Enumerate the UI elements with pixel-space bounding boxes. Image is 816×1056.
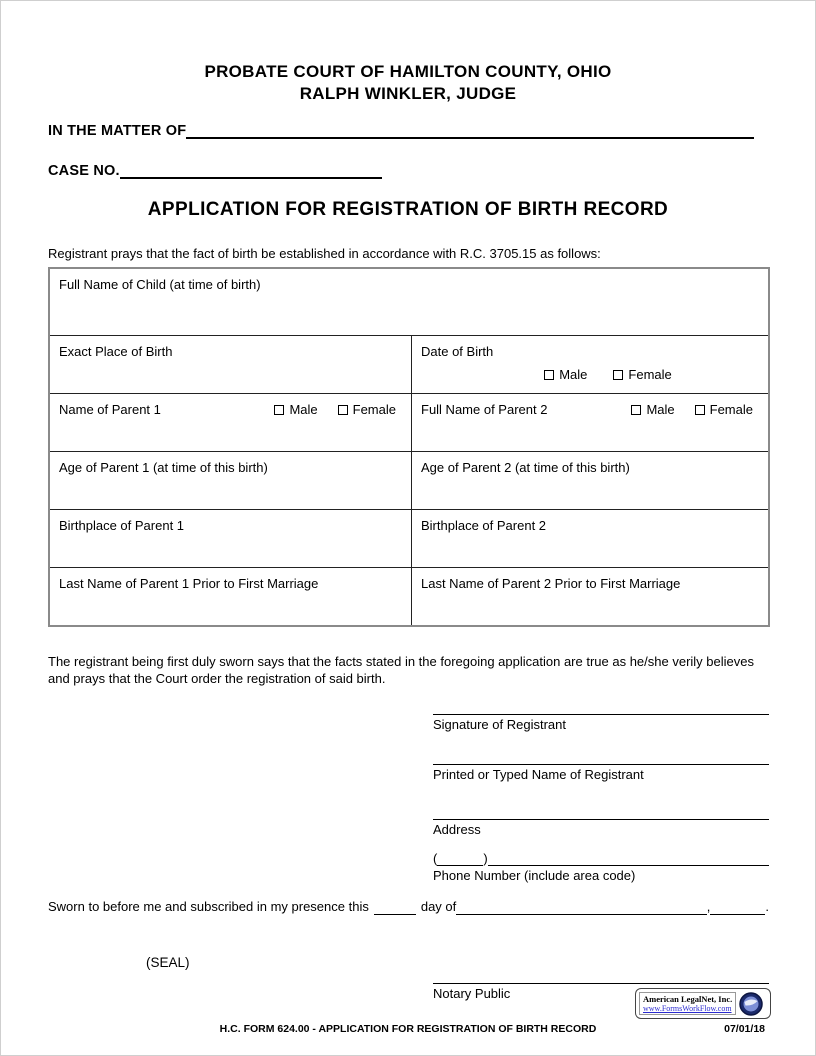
parent1-male-option[interactable] bbox=[274, 402, 317, 417]
table-row bbox=[50, 567, 768, 625]
seal-label: (SEAL) bbox=[146, 955, 190, 970]
in-the-matter-of-row bbox=[48, 121, 754, 139]
sworn-period: . bbox=[765, 899, 769, 914]
printed-name-blank[interactable] bbox=[433, 753, 769, 765]
parent2-male-label: Male bbox=[646, 402, 675, 417]
exact-place-of-birth-label: Exact Place of Birth bbox=[59, 344, 173, 359]
table-row bbox=[50, 451, 768, 509]
cell-parent2-name[interactable] bbox=[411, 394, 768, 451]
child-male-checkbox[interactable] bbox=[544, 370, 554, 380]
printed-name-label: Printed or Typed Name of Registrant bbox=[433, 767, 644, 782]
court-name: PROBATE COURT OF HAMILTON COUNTY, OHIO bbox=[204, 62, 612, 81]
child-female-checkbox[interactable] bbox=[613, 370, 623, 380]
parent1-male-label: Male bbox=[289, 402, 318, 417]
child-male-label: Male bbox=[559, 367, 588, 382]
address-label: Address bbox=[433, 822, 481, 837]
child-female-label: Female bbox=[628, 367, 672, 382]
child-female-option[interactable] bbox=[613, 367, 671, 382]
logo-website-link[interactable]: www.FormsWorkFlow.com bbox=[643, 1004, 732, 1013]
footer-revision-date: 07/01/18 bbox=[724, 1023, 765, 1035]
intro-text: Registrant prays that the fact of birth be established in accordance with R.C. 3705.15 as follows: bbox=[48, 246, 601, 261]
notary-public-label: Notary Public bbox=[433, 986, 511, 1001]
parent2-female-label: Female bbox=[709, 402, 753, 417]
table-row bbox=[50, 335, 768, 393]
american-legalnet-logo bbox=[635, 988, 771, 1019]
parent2-male-checkbox[interactable] bbox=[631, 405, 641, 415]
parent1-name-label: Name of Parent 1 bbox=[59, 402, 161, 417]
birth-record-table bbox=[48, 267, 770, 627]
cell-parent1-prior-name[interactable] bbox=[50, 568, 411, 625]
cell-parent1-birthplace[interactable] bbox=[50, 510, 411, 567]
cell-parent2-birthplace[interactable] bbox=[411, 510, 768, 567]
table-row bbox=[50, 393, 768, 451]
parent2-prior-name-label: Last Name of Parent 2 Prior to First Marriage bbox=[421, 576, 681, 591]
phone-number-label: Phone Number (include area code) bbox=[433, 868, 636, 883]
affirmation-text: The registrant being first duly sworn says that the facts stated in the foregoing application are true as he/she verily believes and prays that the Court order the registration of said birth. bbox=[48, 654, 754, 686]
judge-name: RALPH WINKLER, JUDGE bbox=[299, 84, 517, 103]
parent2-birthplace-label: Birthplace of Parent 2 bbox=[421, 518, 547, 533]
parent2-name-label: Full Name of Parent 2 bbox=[421, 402, 548, 417]
parent1-male-checkbox[interactable] bbox=[274, 405, 284, 415]
globe-icon bbox=[739, 992, 763, 1016]
phone-number-row bbox=[433, 849, 769, 866]
table-row bbox=[50, 509, 768, 567]
registrant-signature-block bbox=[433, 703, 769, 883]
form-title: APPLICATION FOR REGISTRATION OF BIRTH RECORD bbox=[147, 199, 669, 220]
cell-full-name-of-child[interactable] bbox=[50, 269, 768, 335]
logo-text-box bbox=[639, 992, 736, 1015]
case-number-label: CASE NO. bbox=[48, 163, 120, 179]
phone-number-blank[interactable] bbox=[488, 851, 769, 866]
matter-of-blank[interactable] bbox=[186, 121, 754, 139]
parent1-female-label: Female bbox=[352, 402, 396, 417]
parent1-female-checkbox[interactable] bbox=[338, 405, 348, 415]
court-header bbox=[1, 61, 815, 105]
cell-parent2-age[interactable] bbox=[411, 452, 768, 509]
phone-paren-close: ) bbox=[483, 851, 488, 866]
phone-area-code-blank[interactable] bbox=[437, 851, 483, 866]
sworn-statement-row bbox=[48, 899, 769, 915]
parent2-female-checkbox[interactable] bbox=[695, 405, 705, 415]
sworn-month-blank[interactable] bbox=[456, 901, 706, 915]
sworn-prefix-text: Sworn to before me and subscribed in my presence this bbox=[48, 899, 369, 914]
child-sex-options bbox=[412, 367, 768, 382]
address-blank[interactable] bbox=[433, 808, 769, 820]
cell-date-of-birth[interactable] bbox=[411, 336, 768, 393]
cell-parent1-name[interactable] bbox=[50, 394, 411, 451]
parent2-male-option[interactable] bbox=[631, 402, 674, 417]
cell-parent1-age[interactable] bbox=[50, 452, 411, 509]
matter-label: IN THE MATTER OF bbox=[48, 123, 187, 139]
sworn-comma: , bbox=[706, 899, 711, 914]
cell-exact-place-of-birth[interactable] bbox=[50, 336, 411, 393]
table-row bbox=[50, 269, 768, 335]
parent1-birthplace-label: Birthplace of Parent 1 bbox=[59, 518, 185, 533]
parent2-age-label: Age of Parent 2 (at time of this birth) bbox=[421, 460, 630, 475]
parent1-age-label: Age of Parent 1 (at time of this birth) bbox=[59, 460, 268, 475]
sworn-day-of-text: day of bbox=[420, 899, 457, 914]
sworn-year-blank[interactable] bbox=[710, 901, 765, 915]
signature-blank[interactable] bbox=[433, 703, 769, 715]
full-name-of-child-label: Full Name of Child (at time of birth) bbox=[59, 277, 261, 292]
phone-paren-open: ( bbox=[433, 851, 438, 866]
case-number-row bbox=[48, 161, 382, 179]
cell-parent2-prior-name[interactable] bbox=[411, 568, 768, 625]
signature-label: Signature of Registrant bbox=[433, 717, 566, 732]
date-of-birth-label: Date of Birth bbox=[421, 344, 494, 359]
case-number-blank[interactable] bbox=[120, 161, 382, 179]
parent1-prior-name-label: Last Name of Parent 1 Prior to First Marriage bbox=[59, 576, 319, 591]
notary-signature-blank[interactable] bbox=[433, 972, 769, 984]
child-male-option[interactable] bbox=[544, 367, 587, 382]
parent2-female-option[interactable] bbox=[695, 402, 753, 417]
logo-company-name: American LegalNet, Inc. bbox=[643, 994, 733, 1004]
sworn-day-blank[interactable] bbox=[374, 901, 416, 915]
parent1-female-option[interactable] bbox=[338, 402, 396, 417]
footer-form-number: H.C. FORM 624.00 - APPLICATION FOR REGISTRATION OF BIRTH RECORD bbox=[219, 1023, 597, 1035]
